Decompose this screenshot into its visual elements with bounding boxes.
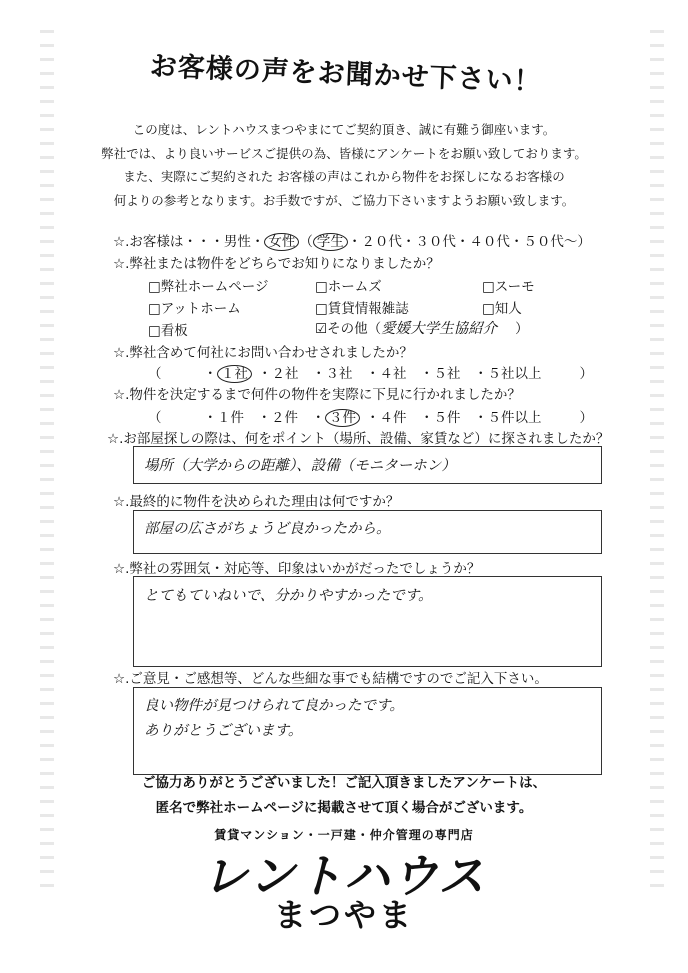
paren-open: （ xyxy=(148,366,162,382)
option-acquaintance: □知人 xyxy=(482,301,522,317)
options-rest: ・２社 ・３社 ・４社 ・５社 ・５社以上 xyxy=(258,366,542,382)
intro-line: 何よりの参考となります。お手数ですが、ご協力下さいますようお願い致します。 xyxy=(113,192,575,208)
option-sep: ・ xyxy=(250,234,265,250)
intro-line: この度は、レントハウスまつやまにてご契約頂き、誠に有難う御座います。 xyxy=(132,122,556,137)
option-sep: ・ xyxy=(203,366,217,382)
question-search-points: ☆.お部屋探しの際は、何をポイント（場所、設備、家賃など）に探されましたか？ xyxy=(107,431,610,447)
other-close: ） xyxy=(515,321,529,337)
option-1-company-circled: １社 xyxy=(217,365,252,383)
intro-text xyxy=(0,118,688,212)
question-impression: ☆.弊社の雰囲気・対応等、印象はいかがだったでしょうか？ xyxy=(113,561,481,577)
question-viewing-count: ☆.物件を決定するまで何件の物件を実際に下見に行かれましたか？ xyxy=(113,387,521,403)
question-decision-reason: ☆.最終的に物件を決められた理由は何ですか？ xyxy=(113,494,400,510)
company-logo-sub: まつやま xyxy=(273,896,414,934)
options-after: ・４件 ・５件 ・５件以上 xyxy=(366,410,542,426)
footer-note xyxy=(0,771,688,821)
paren-open: （ xyxy=(148,410,162,426)
answer-handwritten: 部屋の広さがちょうど良かったから。 xyxy=(144,521,391,537)
option-suumo: □スーモ xyxy=(482,279,535,295)
option-student-circled: 学生 xyxy=(313,233,348,251)
option-rental-magazine: □賃貸情報雑誌 xyxy=(315,301,409,317)
answer-handwritten: とてもていねいで、分かりやすかったです。 xyxy=(144,588,433,604)
viewing-options xyxy=(148,406,593,426)
other-handwritten: 愛媛大学生協紹介 xyxy=(381,321,498,337)
other-label: ☑その他（ xyxy=(315,321,382,337)
intro-line: 弊社では、より良いサービスご提供の為、皆様にアンケートをお願い致しております。 xyxy=(101,145,587,161)
answer-box-comments xyxy=(133,687,602,775)
paren-close: ） xyxy=(579,366,593,382)
option-age-groups: ・２０代・３０代・４０代・５０代～） xyxy=(347,234,591,250)
option-signboard: □看板 xyxy=(148,323,188,339)
answer-handwritten: 場所（大学からの距離）、設備（モニターホン） xyxy=(144,458,456,474)
question-customer-type xyxy=(113,230,591,250)
question-inquiry-count: ☆.弊社含めて何社にお問い合わせされましたか？ xyxy=(113,345,413,361)
answer-box-decision-reason xyxy=(133,510,602,554)
answer-box-search-points xyxy=(133,446,602,484)
option-company-homepage: □弊社ホームページ xyxy=(148,279,269,295)
question-comments: ☆.ご意見・ご感想等、どんな些細な事でも結構ですのでご記入下さい。 xyxy=(113,671,548,687)
option-athome: □アットホーム xyxy=(148,301,241,317)
intro-line: また、実際にご契約された お客様の声はこれから物件をお探しになるお客様の xyxy=(123,169,565,184)
option-homes: □ホームズ xyxy=(315,279,382,295)
answer-box-impression xyxy=(133,576,602,667)
shop-tagline: 賃貸マンション・一戸建・仲介管理の専門店 xyxy=(214,828,474,842)
company-logo-main: レントハウス xyxy=(201,849,487,903)
answer-handwritten-line-2: ありがとうございます。 xyxy=(144,723,303,739)
option-other-checked xyxy=(315,317,529,338)
options-before: ・１件 ・２件 ・ xyxy=(203,410,325,426)
option-3-items-circled: ３件 xyxy=(325,409,360,427)
question-source: ☆.弊社または物件をどちらでお知りになりましたか？ xyxy=(113,256,440,272)
option-paren: （ xyxy=(299,234,313,250)
option-male: 男性 xyxy=(223,234,251,250)
question-label: ☆.お客様は・・・ xyxy=(113,234,224,250)
option-female-circled: 女性 xyxy=(264,233,299,251)
paren-close: ） xyxy=(579,410,593,426)
inquiry-options xyxy=(148,362,593,382)
footer-line: 匿名で弊社ホームページに掲載させて頂く場合がございます。 xyxy=(155,800,533,816)
footer-line: ご協力ありがとうございました！ご記入頂きましたアンケートは、 xyxy=(141,775,547,791)
answer-handwritten-line-1: 良い物件が見つけられて良かったです。 xyxy=(144,698,404,714)
survey-title: お客様の声をお聞かせ下さい！ xyxy=(149,51,543,98)
